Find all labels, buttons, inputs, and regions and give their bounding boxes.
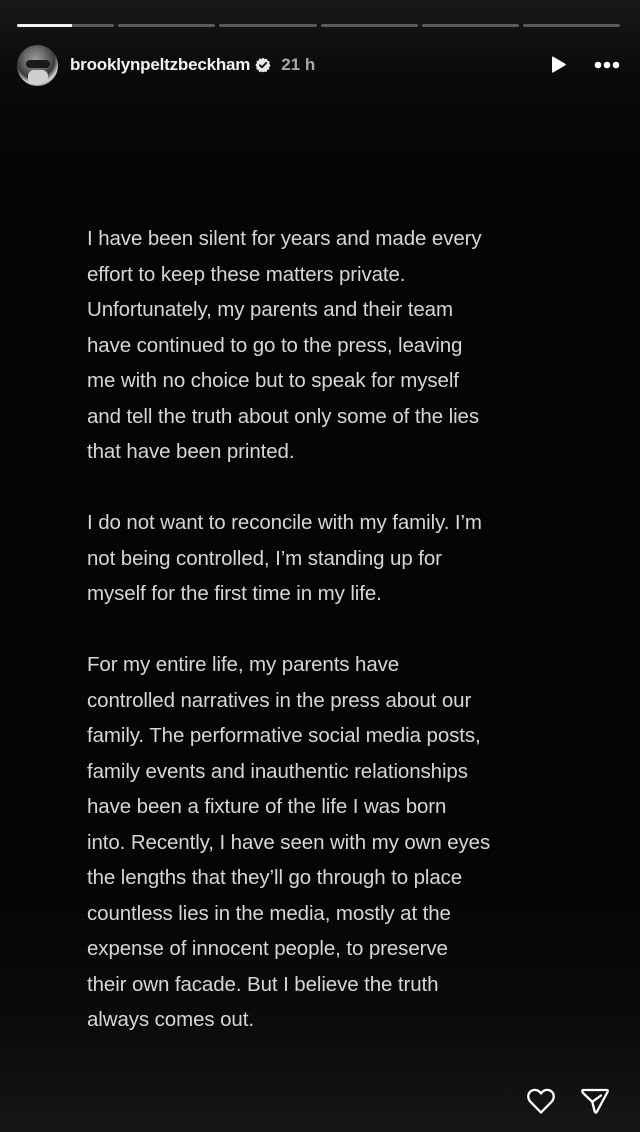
text-line: effort to keep these matters private. <box>87 262 406 286</box>
play-icon <box>548 55 568 75</box>
text-line: always comes out. <box>87 1008 254 1031</box>
like-button[interactable] <box>526 1087 556 1115</box>
paragraph-2 <box>87 505 567 612</box>
text-line: have continued to go to the press, leaving <box>87 333 463 357</box>
progress-segment-6 <box>523 24 620 27</box>
text-line: Unfortunately, my parents and their team <box>87 298 453 321</box>
story-progress-bar <box>17 24 620 27</box>
story-header <box>17 44 620 86</box>
progress-segment-1 <box>17 24 114 27</box>
text-line: I have been silent for years and made every <box>87 227 482 250</box>
more-options-button[interactable] <box>594 61 620 69</box>
text-line: family. The performative social media posts, <box>87 724 481 747</box>
progress-segment-5 <box>422 24 519 27</box>
text-line: not being controlled, I’m standing up for <box>87 546 442 570</box>
text-line: expense of innocent people, to preserve <box>87 937 448 960</box>
progress-segment-3 <box>219 24 316 27</box>
text-line: have been a fixture of the life I was born <box>87 795 447 818</box>
share-button[interactable] <box>580 1087 610 1115</box>
verified-badge-icon <box>255 57 271 73</box>
heart-icon <box>526 1087 556 1115</box>
text-line: me with no choice but to speak for myself <box>87 369 459 392</box>
play-button[interactable] <box>548 55 568 75</box>
post-time: 21 h <box>281 55 316 74</box>
send-icon <box>580 1087 610 1115</box>
story-text <box>87 221 567 1073</box>
story-footer-actions <box>526 1087 610 1115</box>
text-line: that have been printed. <box>87 440 295 463</box>
username-link[interactable]: brooklynpeltzbeckham <box>70 55 251 74</box>
more-options-icon <box>594 61 620 69</box>
paragraph-1 <box>87 221 567 470</box>
text-line: For my entire life, my parents have <box>87 653 400 676</box>
header-actions <box>548 55 620 75</box>
progress-segment-2 <box>118 24 215 27</box>
avatar[interactable] <box>17 45 58 86</box>
text-line: myself for the first time in my life. <box>87 582 382 605</box>
text-line: into. Recently, I have seen with my own eyes <box>87 830 491 854</box>
text-line: and tell the truth about only some of the lies <box>87 404 479 428</box>
text-line: their own facade. But I believe the truth <box>87 972 439 996</box>
text-line: family events and inauthentic relationships <box>87 759 468 783</box>
paragraph-3 <box>87 647 567 1038</box>
text-line: countless lies in the media, mostly at the <box>87 901 451 925</box>
text-line: controlled narratives in the press about our <box>87 688 472 712</box>
progress-segment-4 <box>321 24 418 27</box>
text-line: the lengths that they’ll go through to place <box>87 866 463 889</box>
text-line: I do not want to reconcile with my family. I’m <box>87 511 482 534</box>
